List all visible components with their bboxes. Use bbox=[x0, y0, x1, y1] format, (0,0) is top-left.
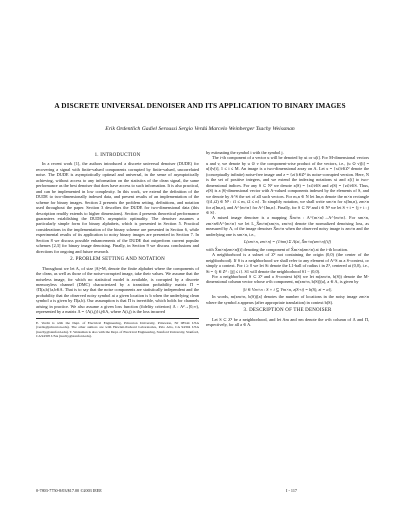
section-heading-problem-setting: 2. PROBLEM SETTING AND NOTATION bbox=[70, 257, 165, 263]
setting-paragraph: Throughout we let A, of size |A|=M, denote the finite alphabet where the components of the clean, as well as those of the noise-corrupted image, take their values. We assume that the noiseless image, for which no statistical model is available, is corrupted by a discrete memoryless channel (DMC) characterized by a transition probability matrix Π = {Π(a,b)}a,b∈A. That is to say that the noise components are statistically independent and the probability that the observed noisy symbol at a given location is b when the underlying clean symbol a is given by Π(a,b). Our assumption is that Π is invertible, which holds for channels arising in practice. We also assume a given loss function (fidelity criterion) Λ : A²→[0,∞), represented by a matrix Λ = {Λ(i,j)}i,j∈A, where Λ(i,j) is the loss incurred bbox=[36, 265, 199, 315]
right-paragraph-3: A mixed image denoiser is a mapping X̂m×n : A^{m×n}→A^{m×n}. For xm×n, zm×n∈A^{m×n} we let L_X̂m×n(xm×n, zm×n) denote the normalized denoising loss, as measured by Λ, of the image denoiser X̂m×n when the observed noisy image is zm×n and the underlying one is xm×n, i.e., bbox=[206, 215, 369, 237]
page-number: I - 117 bbox=[286, 488, 298, 493]
right-column bbox=[206, 150, 369, 328]
right-paragraph-4: with X̂m×n(zm×n)[i] denoting the component of X̂m×n(zm×n) at the i-th location. bbox=[206, 246, 349, 252]
loss-equation: L(xm×n, zm×n) = (1/mn) Σ Λ(xi, X̂m×n(zm×n)[i]) bbox=[243, 239, 332, 245]
paper-title: A DISCRETE UNIVERSAL DENOISER AND ITS APPLICATION TO BINARY IMAGES bbox=[54, 101, 346, 110]
right-paragraph-8: Let S ⊂ Z² be a neighborhood, and let Am and πm denote the a-th column of Λ and Π, respectively, for all a ∈ A. bbox=[206, 316, 369, 328]
right-paragraph-5: A neighborhood is a subset of Z² not containing the origin (0,0) (the center of the neighborhood). If S is a neighborhood we shall refer to any element of A^S as a S-context, or simply a context. For i ≥ 0 we let Si denote the L1-ball of radius i in Z², centered at (0,0), i.e., Si = {j ∈ Z² : ||j|| ≤ i}. S1 will denote the neighborhood S1 − (0,0). bbox=[206, 252, 369, 274]
right-paragraph-6: For a neighborhood S ⊂ Z² and a S-context b(S) we let m(zm×n, b(S)) denote the M-dimensional column vector whose a-th component, m(zm×n, b(S))[a], a ∈ A, is given by bbox=[206, 273, 369, 285]
right-paragraph-7: In words, m(zm×n, b(S))[a] denotes the number of locations in the noisy image zm×n where the symbol a appears (after appropriate translation) in context b(S). bbox=[206, 294, 369, 305]
right-paragraph-2: The i-th component of a vector u will be denoted by ui or u[i]. For M-dimensional vectors u and v, we denote by u ⊙ v the component-wise product of the vectors, i.e., (u ⊙ v)[i] = u[i]v[i], 1 ≤ i ≤ M. An image is a two-dimensional array on A. Let x = {xi}i∈Z² denote the (conceptually infinite) noise-free image and z = {zi}i∈Z² its noise-corrupted version. Here, N is the set of positive integers, and we extend the indexing notations xi and x[i] to two-dimensional indices. For any S ⊂ N² we denote x(S) = {xi}i∈S and z(S) = {zi}i∈S. Thus, z(S) is a |S|-dimensional vector with A-valued components indexed by the elements of S, and we denote by A^S the set of all such vectors. For m,n ∈ N let Im,n denote the m×n rectangle {(i1,i2) ∈ N² : i1 ≤ m, i2 ≤ n}. To simplify notation, we shall write xm×n for x(Im,n), zm×n for z(Im,n), and A^{m×n} for A^{Im,n}. Finally, for S ⊂ N² and i ∈ N² we let S + i = {j + i : j ∈ S}. bbox=[206, 155, 369, 215]
count-equation: |{i ∈ Vm×n : S + i ⊆ Vm×n, z(S+i) = b(S), zi = a}|. bbox=[242, 286, 333, 292]
right-paragraph-1: by estimating the symbol i with the symbol j. bbox=[206, 150, 284, 155]
footnote: E. Verdú is with the Dept. of Electrical Engineering, Princeton University, Princeton, NJ 08544 USA (verdu@princeton.edu). The other authors are with Hewlett-Packard Laboratories, Palo Alto, CA 94304 USA (tsachy@stanford.edu). T. Weissman is also with the Dept. of Electrical Engineering, Stanford University, Stanford, CA 94305 USA (tsachy@stanford.edu). bbox=[36, 318, 199, 339]
intro-paragraph: In a recent work [1], the authors introduced a discrete universal denoiser (DUDE) for recovering a signal with finite-valued components corrupted by finite-valued, uncorrelated noise. The DUDE is asymptotically optimal and universal, in the sense of asymptotically achieving, without access to any information on the statistics of the clean signal, the same performance as the best denoiser that does have access to such information. It is also practical, and can be implemented in low complexity. In this work, we extend the definition of the DUDE to two-dimensionally indexed data, and present results of an implementation of the scheme for binary images. Section 2 presents the problem setting, definitions, and notation used throughout the paper. Section 3 describes the DUDE for two-dimensional data (this description readily extends to higher dimensions). Section 4 presents theoretical performance guarantees establishing the DUDE's asymptotic optimality. The denoiser assumes a particularly simple form for binary alphabets, which is presented in Section 5. Practical considerations in the implementation of the binary scheme are presented in Section 6, while experimental results of its application to noisy binary images are presented in Section 7. In Section 8 we discuss possible enhancements of the DUDE that outperform current popular schemes [2,3] for binary image denoising. Finally, in Section 9 we discuss conclusions and directions for ongoing and future research. bbox=[36, 161, 199, 254]
isbn-line: 0-7803-7750-8/03/$17.00 ©2003 IEEE bbox=[36, 488, 102, 493]
author-list: Erik Ordentlich Gadiel Seroussi Sergio Verdú Marcelo Weinberger Tsachy Weissman bbox=[105, 126, 295, 132]
left-column bbox=[36, 150, 199, 338]
section-heading-introduction: 1. INTRODUCTION bbox=[94, 153, 141, 158]
section-heading-denoiser: 3. DESCRIPTION OF THE DENOISER bbox=[243, 308, 332, 314]
